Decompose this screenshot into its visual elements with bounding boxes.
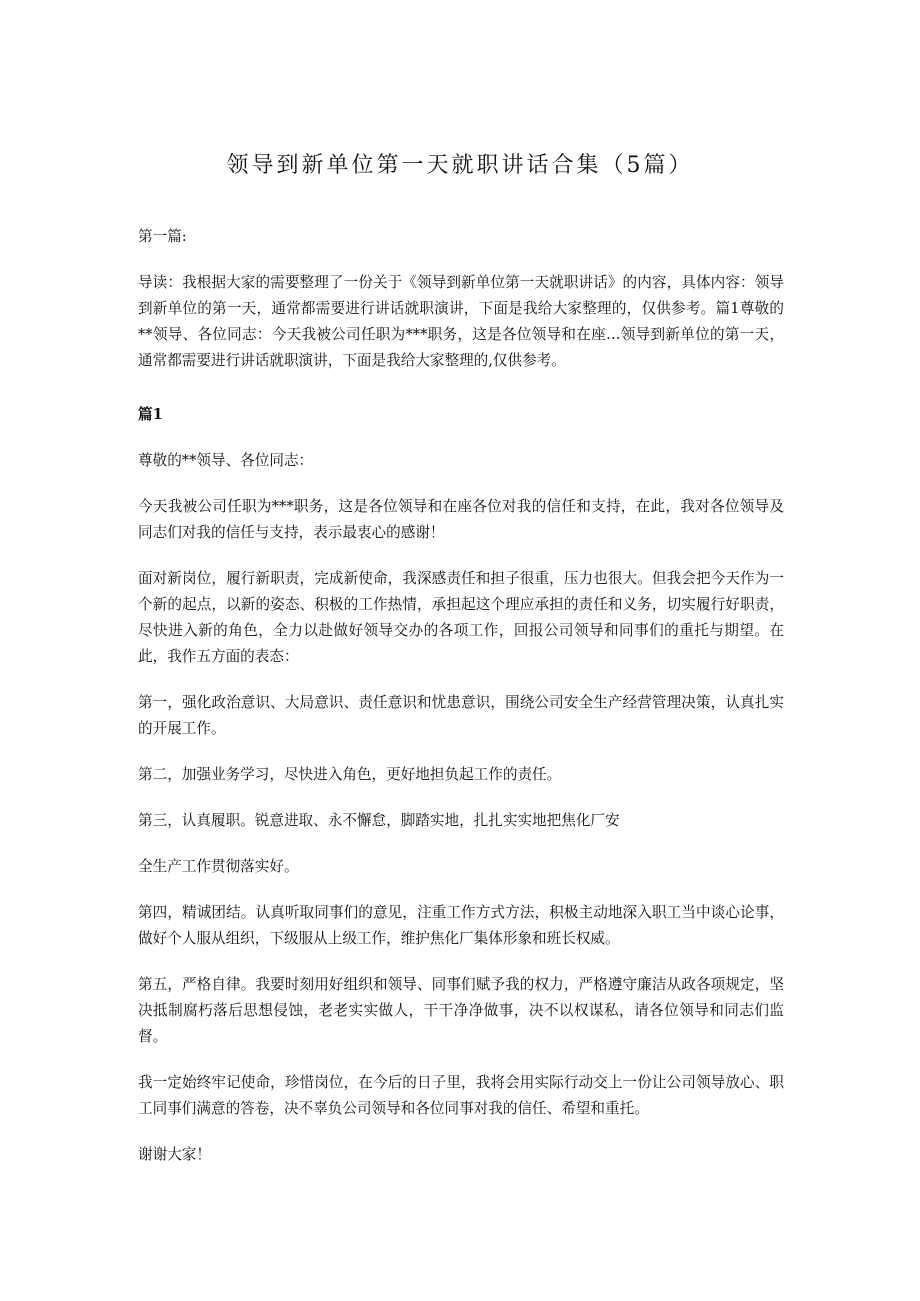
body-paragraph: 第二，加强业务学习，尽快进入角色，更好地担负起工作的责任。 — [138, 766, 562, 783]
document-title: 领导到新单位第一天就职讲话合集（5篇） — [226, 153, 694, 178]
document-body — [138, 224, 784, 1188]
body-paragraph: 我一定始终牢记使命，珍惜岗位，在今后的日子里，我将会用实际行动交上一份让公司领导放心、职工同事们满意的答卷，决不辜负公司领导和各位同事对我的信任、希望和重托。 — [138, 1074, 784, 1117]
body-paragraph: 第四，精诚团结。认真听取同事们的意见，注重工作方式方法，积极主动地深入职工当中谈心论事，做好个人服从组织，下级服从上级工作，维护焦化厂集体形象和班长权威。 — [138, 904, 784, 947]
section-label: 第一篇: — [138, 228, 187, 245]
closing-paragraph: 谢谢大家！ — [138, 1146, 211, 1163]
greeting-paragraph: 尊敬的**领导、各位同志： — [138, 452, 314, 469]
body-paragraph: 面对新岗位，履行新职责，完成新使命，我深感责任和担子很重，压力也很大。但我会把今天作为一个新的起点，以新的姿态、积极的工作热情，承担起这个理应承担的责任和义务，切实履行好职责，尽快进入新的角色，全力以赴做好领导交办的各项工作，回报公司领导和同事们的重托与期望。在此，我作五方面的表态： — [138, 570, 784, 665]
body-paragraph: 第五，严格自律。我要时刻用好组织和领导、同事们赋予我的权力，严格遵守廉洁从政各项规定，坚决抵制腐朽落后思想侵蚀，老老实实做人，干干净净做事，决不以权谋私，请各位领导和同志们监督。 — [138, 976, 784, 1045]
intro-paragraph: 导读：我根据大家的需要整理了一份关于《领导到新单位第一天就职讲话》的内容，具体内容：领导到新单位的第一天，通常都需要进行讲话就职演讲，下面是我给大家整理的，仅供参考。篇1尊敬的**领导、各位同志：今天我被公司任职为***职务，这是各位领导和在座…领导到新单位的第一天，通常都需要进行讲话就职演讲，下面是我给大家整理的,仅供参考。 — [138, 274, 784, 369]
chapter-heading: 篇1 — [138, 406, 163, 423]
body-paragraph: 第三，认真履职。锐意进取、永不懈怠，脚踏实地，扎扎实实地把焦化厂安 — [138, 812, 620, 829]
body-paragraph: 第一，强化政治意识、大局意识、责任意识和忧患意识，围绕公司安全生产经营管理决策，认真扎实的开展工作。 — [138, 694, 784, 737]
body-paragraph: 全生产工作贯彻落实好。 — [138, 858, 299, 875]
body-paragraph: 今天我被公司任职为***职务，这是各位领导和在座各位对我的信任和支持，在此，我对各位领导及同志们对我的信任与支持，表示最衷心的感谢！ — [138, 498, 784, 541]
